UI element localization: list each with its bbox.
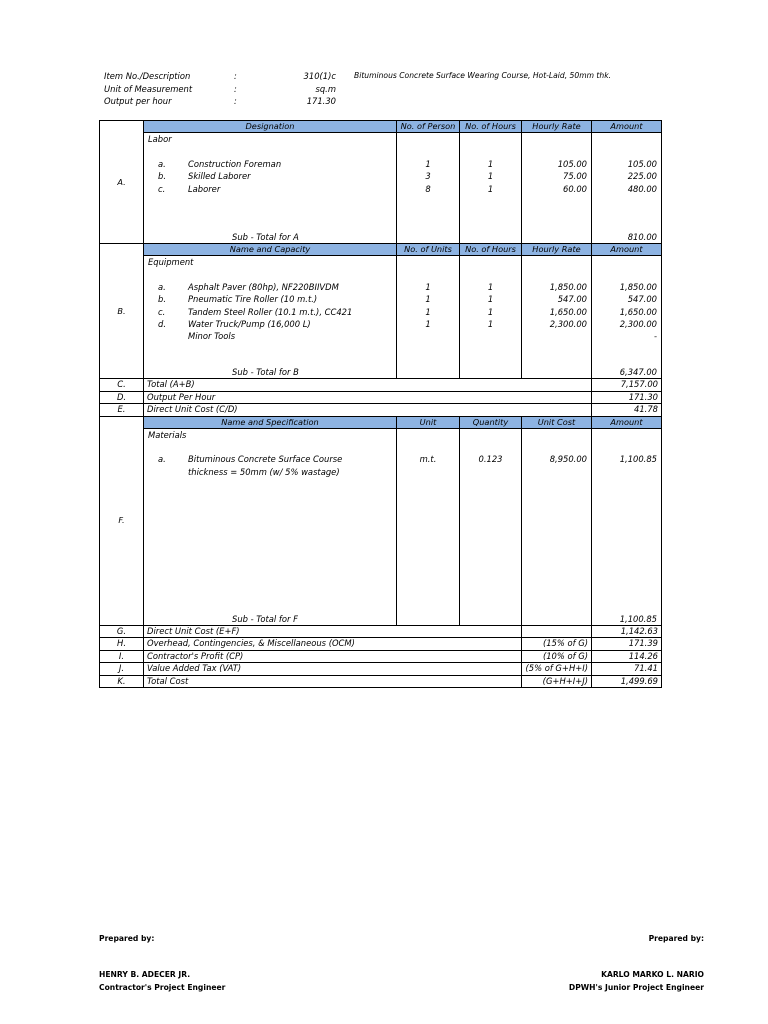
- materials-amount-cell: 1,100.85 1,100.85: [592, 428, 662, 625]
- labor-header-row: [100, 121, 662, 133]
- materials-qty-cell: 0.123: [460, 428, 522, 625]
- col-head: Hourly Rate: [522, 244, 592, 256]
- section-letter-f: F.: [100, 416, 144, 625]
- item-header: [104, 70, 664, 108]
- equipment-subtotal-label: Sub - Total for B: [232, 367, 299, 377]
- table-row: D. Output Per Hour 171.30: [100, 391, 662, 404]
- labor-persons-cell: 1 3 8: [397, 133, 460, 244]
- item-description: Bituminous Concrete Surface Wearing Course, Hot-Laid, 50mm thk.: [354, 71, 612, 80]
- equipment-block: [100, 256, 662, 379]
- colon: :: [234, 96, 237, 106]
- col-head: Quantity: [460, 416, 522, 428]
- materials-spec-cell: Materials a. Bituminous Concrete Surface Course thickness = 50mm (w/ 5% wastage) Sub - Total for F: [144, 428, 397, 625]
- table-row: K. Total Cost (G+H+I+J) 1,499.69: [100, 675, 662, 688]
- col-head: No. of Hours: [460, 244, 522, 256]
- col-head: Unit Cost: [522, 416, 592, 428]
- col-head: No. of Hours: [460, 121, 522, 133]
- col-head: Name and Capacity: [144, 244, 397, 256]
- right-prepared-label: Prepared by:: [648, 934, 704, 943]
- labor-amount-cell: 105.00 225.00 480.00 810.00: [592, 133, 662, 244]
- table-row: J. Value Added Tax (VAT) (5% of G+H+I) 71.41: [100, 663, 662, 676]
- list-item: b. Skilled Laborer: [158, 171, 251, 182]
- left-signatory-title: Contractor's Project Engineer: [99, 983, 226, 992]
- list-item: a. Bituminous Concrete Surface Course: [158, 454, 343, 465]
- unit-row: [104, 83, 664, 96]
- table-row: G. Direct Unit Cost (E+F) 1,142.63: [100, 625, 662, 638]
- equipment-hours-cell: 1 1 1 1: [460, 256, 522, 379]
- col-head: Unit: [397, 416, 460, 428]
- labor-rate-cell: 105.00 75.00 60.00: [522, 133, 592, 244]
- materials-header-row: [100, 416, 662, 428]
- left-prepared-label: Prepared by:: [99, 934, 155, 943]
- equipment-units-cell: 1 1 1 1: [397, 256, 460, 379]
- table-row: I. Contractor's Profit (CP) (10% of G) 114.26: [100, 650, 662, 663]
- table-row: C. Total (A+B) 7,157.00: [100, 379, 662, 392]
- labor-designation-cell: [144, 133, 397, 244]
- item-label: Item No./Description: [104, 71, 191, 81]
- right-signatory-title: DPWH's Junior Project Engineer: [568, 983, 704, 992]
- list-item: c. Laborer: [158, 183, 221, 194]
- table-row: E. Direct Unit Cost (C/D) 41.78: [100, 404, 662, 417]
- table-row: H. Overhead, Contingencies, & Miscellaneous (OCM) (15% of G) 171.39: [100, 638, 662, 651]
- list-item: a. Asphalt Paver (80hp), NF220BIIVDM: [158, 281, 339, 292]
- col-head: Amount: [592, 244, 662, 256]
- cost-estimate-table: [99, 120, 662, 688]
- col-head: Hourly Rate: [522, 121, 592, 133]
- col-head: Name and Specification: [144, 416, 397, 428]
- colon: :: [234, 71, 237, 81]
- equipment-name-cell: [144, 256, 397, 379]
- unit-label: Unit of Measurement: [104, 83, 193, 94]
- equipment-rate-cell: 1,850.00 547.00 1,650.00 2,300.00: [522, 256, 592, 379]
- col-head: Designation: [144, 121, 397, 133]
- equipment-subtotal: 6,347.00: [619, 367, 657, 377]
- labor-title: Labor: [148, 134, 172, 144]
- item-number: 310(1)c: [303, 71, 336, 81]
- labor-subtotal: 810.00: [627, 232, 657, 242]
- materials-unitcost-cell: 8,950.00: [522, 428, 592, 625]
- materials-unit-cell: m.t.: [397, 428, 460, 625]
- col-head: No. of Units: [397, 244, 460, 256]
- materials-subtotal: 1,100.85: [619, 613, 657, 624]
- materials-block: [100, 428, 662, 625]
- item-row: [104, 70, 664, 83]
- section-letter-b: B.: [100, 244, 144, 379]
- list-item: c. Tandem Steel Roller (10.1 m.t.), CC421: [158, 306, 353, 317]
- labor-subtotal-label: Sub - Total for A: [232, 232, 299, 242]
- col-head: Amount: [592, 121, 662, 133]
- section-letter-a: A.: [100, 121, 144, 244]
- unit-value: sq.m: [315, 83, 336, 94]
- list-item: a. Construction Foreman: [158, 158, 282, 169]
- labor-hours-cell: 1 1 1: [460, 133, 522, 244]
- col-head: No. of Person: [397, 121, 460, 133]
- colon: :: [234, 83, 237, 94]
- materials-title: Materials: [148, 429, 187, 440]
- materials-subtotal-label: Sub - Total for F: [232, 613, 298, 624]
- list-item: b. Pneumatic Tire Roller (10 m.t.): [158, 294, 318, 305]
- equipment-header-row: [100, 244, 662, 256]
- list-item: Minor Tools: [188, 331, 236, 342]
- output-label: Output per hour: [104, 96, 172, 106]
- col-head: Amount: [592, 416, 662, 428]
- right-signatory-name: KARLO MARKO L. NARIO: [601, 970, 704, 979]
- left-signatory-name: HENRY B. ADECER JR.: [99, 970, 191, 979]
- equipment-amount-cell: 1,850.00 547.00 1,650.00 2,300.00 - 6,347.00: [592, 256, 662, 379]
- output-value: 171.30: [306, 96, 336, 106]
- list-item: d. Water Truck/Pump (16,000 L): [158, 318, 311, 329]
- equipment-title: Equipment: [148, 257, 194, 267]
- labor-block: [100, 133, 662, 244]
- output-row: [104, 95, 664, 108]
